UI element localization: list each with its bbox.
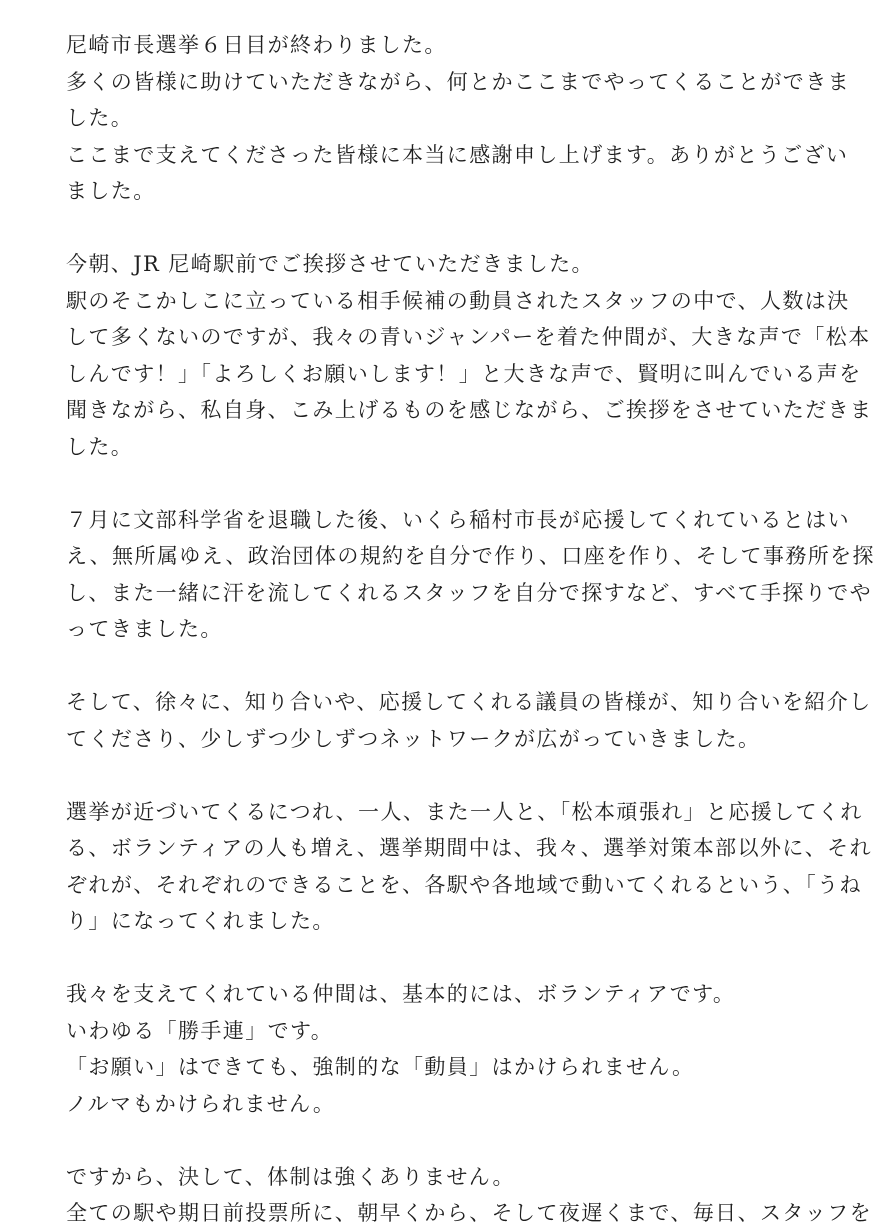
text-line: 全ての駅や期日前投票所に、朝早くから、そして夜遅くまで、毎日、スタッフを	[66, 1201, 872, 1225]
text-line: した。	[66, 106, 134, 130]
text-line: る、ボランティアの人も増え、選挙期間中は、我々、選挙対策本部以外に、それ	[66, 836, 872, 860]
text-line: した。	[66, 434, 134, 459]
text-line: 尼崎市長選挙６日目が終わりました。	[66, 33, 447, 57]
text-line: ってきました。	[66, 617, 223, 641]
text-line: 我々を支えてくれている仲間は、基本的には、ボランティアです。	[66, 982, 736, 1006]
text-line: 駅のそこかしこに立っている相手候補の動員されたスタッフの中で、人数は決	[66, 288, 850, 313]
text-line: 今朝、JR 尼崎駅前でご挨拶させていただきました。	[66, 252, 594, 276]
text-line: 聞きながら、私自身、こみ上げるものを感じながら、ご挨拶をさせていただきま	[66, 398, 873, 422]
paragraph-supporters	[66, 976, 846, 1122]
text-line: 「お願い」はできても、強制的な「動員」はかけられません。	[66, 1055, 695, 1079]
paragraph-network	[66, 684, 872, 757]
text-line: ノルマもかけられません。	[66, 1091, 336, 1116]
text-line: ました。	[66, 179, 156, 203]
text-line: ぞれが、それぞれのできることを、各駅や各地域で動いてくれるという、「うね	[66, 872, 862, 897]
text-line: 選挙が近づいてくるにつれ、一人、また一人と、「松本頑張れ」と応援してくれ	[66, 799, 863, 824]
text-line: して多くないのですが、我々の青いジャンパーを着た仲間が、大きな声で「松本	[66, 325, 871, 349]
text-line: ７月に文部科学省を退職した後、いくら稲村市長が応援してくれているとはい	[66, 507, 850, 532]
paragraph-volunteers	[66, 794, 872, 940]
text-line: し、また一緒に汗を流してくれるスタッフを自分で探すなど、すべて手探りでや	[66, 580, 872, 605]
paragraph-station-greeting	[66, 246, 873, 465]
text-line: り」になってくれました。	[66, 909, 335, 933]
paragraph-structure	[66, 1159, 872, 1232]
text-line: しんです！」「よろしくお願いします！」と大きな声で、賢明に叫んでいる声を	[66, 361, 862, 386]
paragraph-campaign-start	[66, 502, 875, 648]
text-line: ですから、決して、体制は強くありません。	[66, 1164, 515, 1189]
text-line: ここまで支えてくださった皆様に本当に感謝申し上げます。ありがとうござい	[66, 142, 849, 167]
text-line: え、無所属ゆえ、政治団体の規約を自分で作り、口座を作り、そして事務所を探	[66, 544, 875, 568]
text-line: そして、徐々に、知り合いや、応援してくれる議員の皆様が、知り合いを紹介し	[66, 690, 872, 714]
paragraph-day-six	[66, 27, 850, 210]
text-line: いわゆる「勝手連」です。	[66, 1018, 334, 1043]
text-line: てくださり、少しずつ少しずつネットワークが広がっていきました。	[66, 726, 761, 751]
text-line: 多くの皆様に助けていただきながら、何とかここまでやってくることができま	[66, 69, 850, 94]
